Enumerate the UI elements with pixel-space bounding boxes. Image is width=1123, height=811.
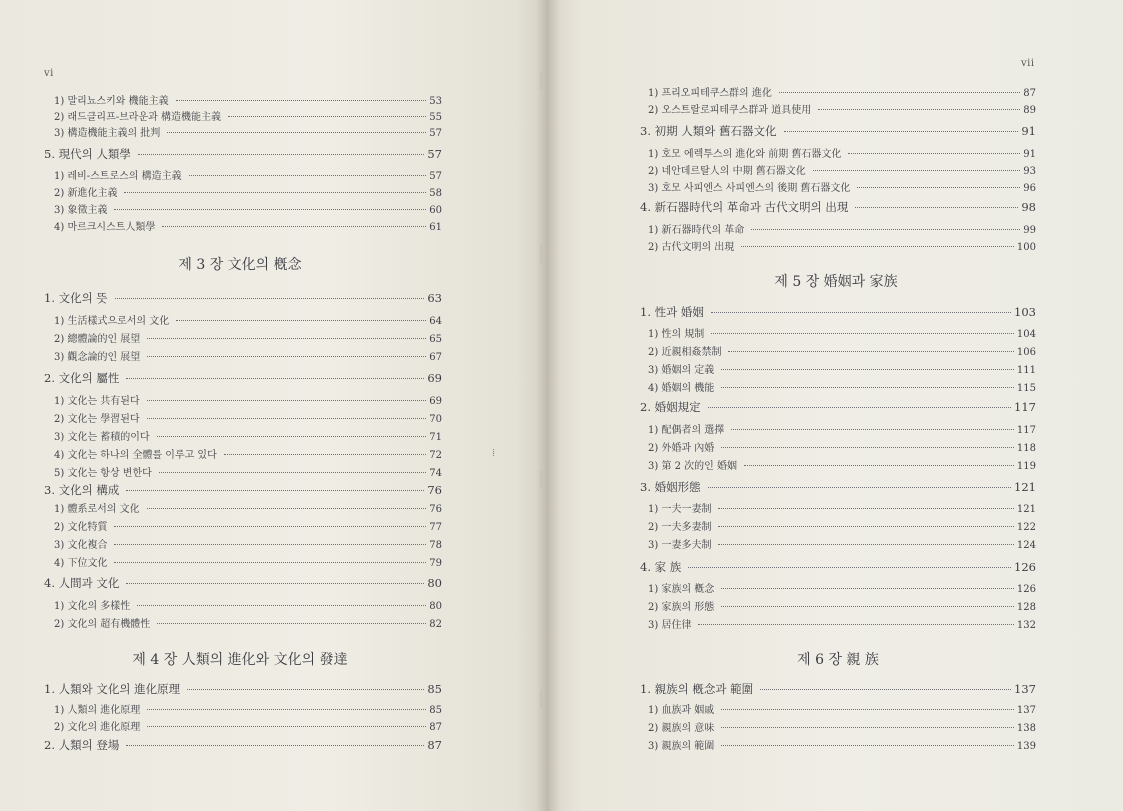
toc-entry: 1) 人類의 進化原理 85 bbox=[54, 705, 442, 716]
toc-entry: 2) 文化는 學習된다 70 bbox=[54, 414, 442, 425]
toc-entry: 1) 레비-스트로스의 構造主義 57 bbox=[54, 171, 442, 182]
toc-section: 2. 人類의 登場 87 bbox=[44, 738, 442, 752]
scan-mark: ⁞ bbox=[492, 446, 496, 459]
toc-entry: 3) 婚姻의 定義 111 bbox=[648, 365, 1036, 376]
toc-entry: 1) 호모 에렉투스의 進化와 前期 舊石器文化 91 bbox=[648, 149, 1036, 160]
page-number-left: vi bbox=[44, 68, 54, 79]
right-page bbox=[548, 0, 1123, 811]
toc-entry: 2) 古代文明의 出現 100 bbox=[648, 242, 1036, 253]
toc-entry: 2) 家族의 形態 128 bbox=[648, 602, 1036, 613]
page-number-right: vii bbox=[1021, 58, 1035, 69]
toc-section: 1. 性과 婚姻 103 bbox=[640, 305, 1036, 319]
toc-entry: 2) 오스트랄로피테쿠스群과 道具使用 89 bbox=[648, 105, 1036, 116]
toc-entry: 3) 親族의 範圍 139 bbox=[648, 741, 1036, 752]
toc-entry: 3) 文化複合 78 bbox=[54, 540, 442, 551]
toc-entry: 2) 總體論的인 展望 65 bbox=[54, 334, 442, 345]
toc-entry: 3) 象徵主義 60 bbox=[54, 205, 442, 216]
binding-stitch bbox=[540, 690, 543, 708]
chapter-heading: 제 6 장 親 族 bbox=[797, 652, 879, 668]
toc-section: 3. 文化의 構成 76 bbox=[44, 483, 442, 497]
toc-entry: 1) 血族과 姻戚 137 bbox=[648, 705, 1036, 716]
toc-entry: 1) 體系로서의 文化 76 bbox=[54, 504, 442, 515]
toc-entry: 2) 네안데르탈人의 中期 舊石器文化 93 bbox=[648, 166, 1036, 177]
toc-entry: 1) 말리뇨스키와 機能主義 53 bbox=[54, 96, 442, 107]
binding-stitch bbox=[540, 245, 543, 263]
toc-entry: 2) 近親相姦禁制 106 bbox=[648, 347, 1036, 358]
toc-entry: 3) 文化는 蓄積的이다 71 bbox=[54, 432, 442, 443]
toc-entry: 4) 下位文化 79 bbox=[54, 558, 442, 569]
toc-entry: 2) 外婚과 內婚 118 bbox=[648, 443, 1036, 454]
left-page bbox=[0, 0, 548, 811]
toc-entry: 3) 第 2 次的인 婚姻 119 bbox=[648, 461, 1036, 472]
toc-entry: 1) 配偶者의 選擇 117 bbox=[648, 425, 1036, 436]
toc-entry: 3) 觀念論的인 展望 67 bbox=[54, 352, 442, 363]
toc-section: 1. 文化의 뜻 63 bbox=[44, 291, 442, 305]
toc-entry: 1) 家族의 槪念 126 bbox=[648, 584, 1036, 595]
toc-section: 2. 文化의 屬性 69 bbox=[44, 371, 442, 385]
toc-entry: 2) 親族의 意味 138 bbox=[648, 723, 1036, 734]
toc-section: 3. 婚姻形態 121 bbox=[640, 480, 1036, 494]
chapter-heading: 제 4 장 人類의 進化와 文化의 發達 bbox=[132, 652, 348, 668]
toc-section: 4. 家 族 126 bbox=[640, 560, 1036, 574]
toc-section: 5. 現代의 人類學 57 bbox=[44, 147, 442, 161]
toc-section: 3. 初期 人類와 舊石器文化 91 bbox=[640, 124, 1036, 138]
toc-section: 4. 人間과 文化 80 bbox=[44, 576, 442, 590]
toc-entry: 4) 婚姻의 機能 115 bbox=[648, 383, 1036, 394]
toc-entry: 1) 文化는 共有된다 69 bbox=[54, 396, 442, 407]
toc-entry: 2) 新進化主義 58 bbox=[54, 188, 442, 199]
toc-section: 4. 新石器時代의 革命과 古代文明의 出現 98 bbox=[640, 200, 1036, 214]
toc-entry: 1) 生活樣式으로서의 文化 64 bbox=[54, 316, 442, 327]
binding-stitch bbox=[540, 470, 543, 488]
toc-entry: 5) 文化는 항상 변한다 74 bbox=[54, 468, 442, 479]
toc-entry: 2) 文化의 超有機體性 82 bbox=[54, 619, 442, 630]
toc-entry: 2) 文化特質 77 bbox=[54, 522, 442, 533]
binding-stitch bbox=[540, 72, 543, 90]
toc-section: 2. 婚姻規定 117 bbox=[640, 400, 1036, 414]
toc-entry: 1) 性의 規制 104 bbox=[648, 329, 1036, 340]
toc-entry: 3) 一妻多夫制 124 bbox=[648, 540, 1036, 551]
toc-entry: 1) 文化의 多樣性 80 bbox=[54, 601, 442, 612]
toc-entry: 2) 一夫多妻制 122 bbox=[648, 522, 1036, 533]
toc-entry: 3) 居住律 132 bbox=[648, 620, 1036, 631]
toc-entry: 1) 新石器時代의 革命 99 bbox=[648, 225, 1036, 236]
toc-entry: 2) 文化의 進化原理 87 bbox=[54, 722, 442, 733]
toc-entry: 2) 래드클리프-브라운과 構造機能主義 55 bbox=[54, 112, 442, 123]
chapter-heading: 제 3 장 文化의 槪念 bbox=[178, 257, 302, 273]
toc-entry: 1) 一夫一妻制 121 bbox=[648, 504, 1036, 515]
toc-entry: 3) 호모 사피엔스 사피엔스의 後期 舊石器文化 96 bbox=[648, 183, 1036, 194]
toc-entry: 3) 構造機能主義의 批判 57 bbox=[54, 128, 442, 139]
toc-entry: 4) 文化는 하나의 全體를 이루고 있다 72 bbox=[54, 450, 442, 461]
toc-entry: 4) 마르크시스트人類學 61 bbox=[54, 222, 442, 233]
toc-entry: 1) 프리오피테쿠스群의 進化 87 bbox=[648, 88, 1036, 99]
chapter-heading: 제 5 장 婚姻과 家族 bbox=[774, 274, 898, 290]
toc-section: 1. 人類와 文化의 進化原理 85 bbox=[44, 682, 442, 696]
toc-section: 1. 親族의 槪念과 範圍 137 bbox=[640, 682, 1036, 696]
